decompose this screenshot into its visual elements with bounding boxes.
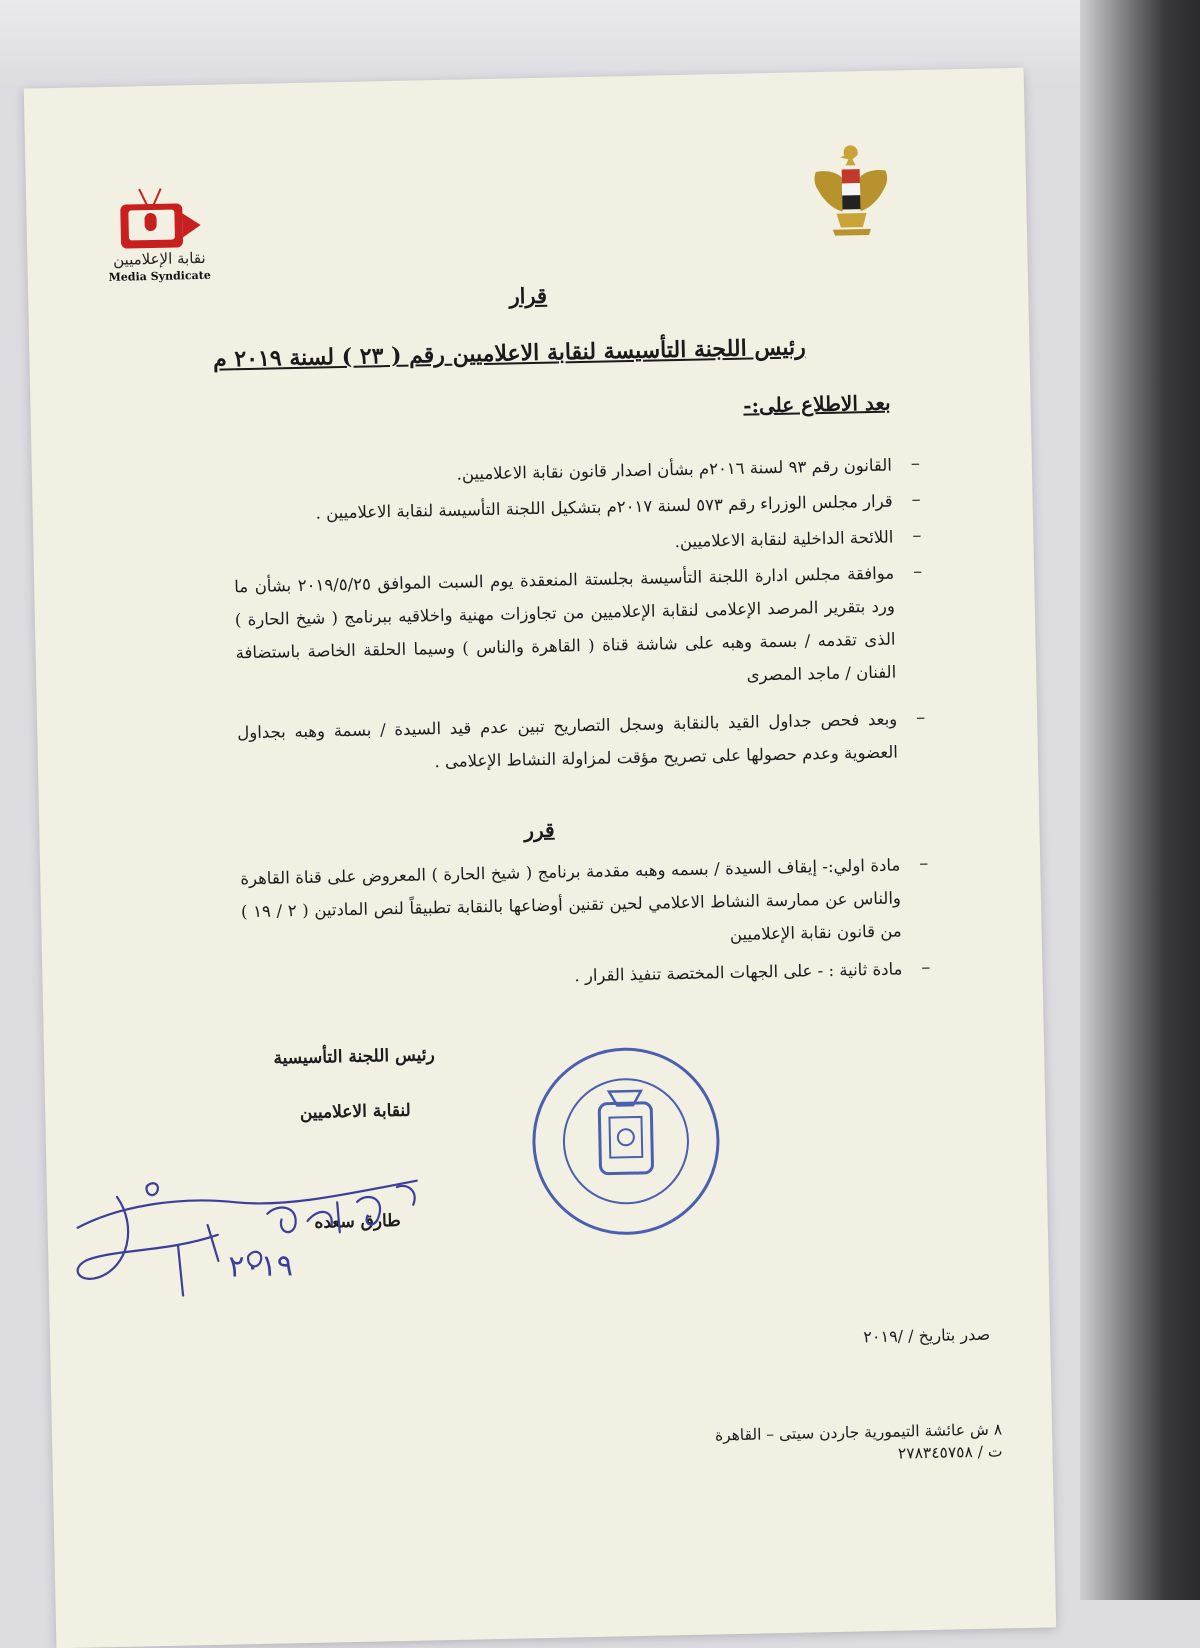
bullet-dash: – — [918, 852, 929, 875]
official-stamp — [524, 1039, 728, 1243]
logo-english-name: Media Syndicate — [108, 268, 211, 284]
signatory-organization: لنقابة الاعلاميين — [299, 1100, 411, 1124]
consideration-item: وبعد فحص جداول القيد بالنقابة وسجل التصاريح تبين عدم قيد السيدة / بسمة وهبه بجداول العضوية وعدم حصولها على تصريح مؤقت لمزاولة النشاط الإعلامى . — [237, 709, 899, 772]
bullet-dash: – — [912, 560, 923, 583]
egypt-eagle-emblem — [805, 140, 897, 242]
bullet-dash: – — [910, 452, 921, 475]
consideration-item: موافقة مجلس ادارة اللجنة التأسيسة بجلستة المنعقدة يوم السبت الموافق ٢٠١٩/٥/٢٥ بشأن ما ورد بتقرير المرصد الإعلامى لنقابة الإعلاميين من تجاوزات مهنية واخلاقيه ببرنامج ( شيخ الحارة ) الذى تقدمه / بسمة وهبه على شاشة قناة ( القاهرة والناس ) وسيما الحلقة الخاصة باستضافة الفنان / ماجد المصرى — [234, 563, 897, 685]
bullet-dash: – — [912, 524, 922, 547]
document-title: رئيس اللجنة التأسيسة لنقابة الاعلاميين رقم ( ٢٣ ) لسنة ٢٠١٩ م — [212, 334, 807, 373]
microphone-icon — [144, 213, 156, 231]
issue-date: صدر بتاريخ / /٢٠١٩ — [863, 1324, 991, 1347]
signatory-name: طارق سعده — [314, 1210, 401, 1233]
handwritten-signature — [56, 1160, 459, 1308]
camera-lens-icon — [182, 213, 200, 237]
address-line: ٨ ش عائشة التيمورية جاردن سيتى – القاهرة — [714, 1420, 1003, 1445]
bullet-dash: – — [911, 488, 921, 511]
address-footer — [652, 1418, 1003, 1469]
decision-heading: قرار — [509, 282, 548, 309]
after-review-heading: بعد الاطلاع على:- — [743, 390, 891, 418]
background-table-edge — [1080, 0, 1200, 1600]
consideration-item: اللائحة الداخلية لنقابة الاعلاميين. — [674, 527, 894, 552]
consideration-item: قرار مجلس الوزراء رقم ٥٧٣ لسنة ٢٠١٧م بتشكيل اللجنة التأسيسة لنقابة الاعلاميين . — [315, 491, 893, 523]
logo-arabic-name: نقابة الإعلاميين — [112, 248, 206, 269]
svg-text:٢٠١٩: ٢٠١٩ — [228, 1248, 294, 1285]
signatory-role: رئيس اللجنة التأسيسية — [273, 1045, 435, 1069]
article-item: مادة ثانية : - على الجهات المختصة تنفيذ القرار . — [574, 959, 903, 986]
article-item: مادة اولي:- إيقاف السيدة / بسمه وهبه مقدمة برنامج ( شيخ الحارة ) المعروض على قناة القاهرة والناس عن ممارسة النشاط الاعلامي لحين تقنين أوضاعها بالنقابة تطبيقاً لنص المادتين ( ٢ / ١٩ ) من قانون نقابة الإعلاميين — [240, 855, 902, 945]
media-syndicate-logo — [98, 185, 220, 297]
document-page — [24, 68, 1056, 1648]
bullet-dash: – — [921, 956, 931, 979]
decided-heading: قرر — [524, 817, 555, 843]
phone-line: ت / ٢٧٨٣٤٥٧٥٨ — [897, 1442, 1003, 1463]
consideration-item: القانون رقم ٩٣ لسنة ٢٠١٦م بشأن اصدار قانون نقابة الاعلاميين. — [456, 455, 893, 484]
bullet-dash: – — [915, 706, 926, 729]
